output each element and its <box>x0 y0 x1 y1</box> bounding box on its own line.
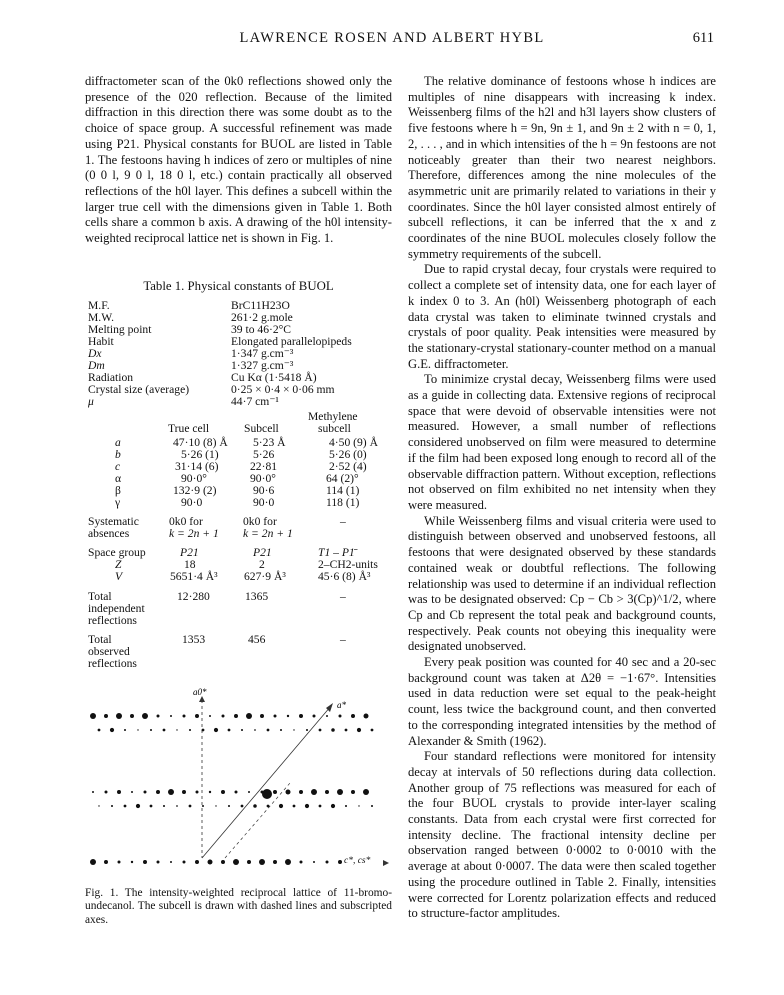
lattice-point <box>183 861 186 864</box>
lattice-point <box>195 714 199 718</box>
lattice-points <box>90 713 373 865</box>
row-label: Systematic <box>88 515 139 528</box>
lattice-point <box>319 805 322 808</box>
cell-true: 0k0 for <box>169 515 203 528</box>
cell-sub: 5·23 Å <box>253 436 286 449</box>
lattice-point <box>280 729 282 731</box>
lattice-point <box>235 791 238 794</box>
lattice-point <box>98 729 101 732</box>
lattice-point <box>90 859 96 865</box>
table-label: M.F. <box>88 299 110 312</box>
cell-sub: 627·9 Å³ <box>244 570 286 583</box>
left-column <box>85 74 392 247</box>
running-title: LAWRENCE ROSEN AND ALBERT HYBL <box>239 30 545 46</box>
lattice-point <box>273 790 277 794</box>
lattice-point <box>196 791 199 794</box>
lattice-point <box>305 804 309 808</box>
lattice-point <box>215 805 216 806</box>
paragraph: diffractometer scan of the 0k0 reflections showed only the presence of the 020 reflection. Because of the limited diffraction in this direction there was some doubt as to the choice of space group. A successful refinement was made using P21. Physical constants for BUOL are listed in Table 1. The festoons having h indices of zero or multiples of nine (0 0 l, 9 0 l, 18 0 l, etc.) contain practically all observed reflections of the h0l layer. This defines a subcell within the larger true cell with the dimensions given in Table 1. Both cells share a common b axis. A drawing of the h0l intensity-weighted reciprocal lattice net is shown in Fig. 1. <box>85 74 392 246</box>
lattice-point <box>267 729 270 732</box>
lattice-point <box>221 860 225 864</box>
lattice-point <box>325 790 329 794</box>
col-header: Methylene <box>308 410 358 423</box>
right-column <box>408 74 716 922</box>
row-label: Total <box>88 633 112 646</box>
lattice-point <box>339 715 342 718</box>
row-label: reflections <box>88 614 137 627</box>
table-label: Melting point <box>88 323 152 336</box>
table-value: 1·347 g.cm⁻³ <box>231 347 294 360</box>
lattice-point <box>110 728 114 732</box>
cell-sub: P21 <box>253 546 272 559</box>
cell-meth: 118 (1) <box>326 496 360 509</box>
lattice-point <box>371 805 373 807</box>
table-value: 39 to 46·2°C <box>231 323 292 336</box>
lattice-point <box>150 729 152 731</box>
lattice-point <box>116 713 122 719</box>
row-label: absences <box>88 527 130 540</box>
lattice-point <box>313 715 316 718</box>
lattice-point <box>137 729 138 730</box>
cell-true: 47·10 (8) Å <box>173 436 228 449</box>
lattice-point <box>285 859 291 865</box>
cell-meth: 114 (1) <box>326 484 360 497</box>
lattice-point <box>202 805 204 807</box>
lattice-point <box>351 714 355 718</box>
lattice-point <box>358 805 359 806</box>
lattice-point <box>156 790 160 794</box>
cell-meth: 45·6 (8) Å³ <box>318 570 371 583</box>
cell-sub: 0k0 for <box>243 515 277 528</box>
lattice-point <box>262 789 272 799</box>
lattice-point <box>183 715 186 718</box>
lattice-point <box>326 861 329 864</box>
page-number: 611 <box>692 30 714 46</box>
lattice-point <box>189 729 191 731</box>
paragraph: While Weissenberg films and visual criteria were used to distinguish between observed and unobserved festoons, all festoons that were designated observed by these standards contained weak or doubtful reflections. The following relationship was used to determine if an individual reflection was to be designated observed: Cp − Cb > 3(Cp)^1/2, where Cp and Cb represent the total peak and background counts, respectively. Peak counts not obeying this inequality were designated unobserved. <box>408 513 716 654</box>
lattice-point <box>241 805 244 808</box>
axis-label-cs: c*, cs* <box>344 856 371 866</box>
table-value: 1·327 g.cm⁻³ <box>231 359 294 372</box>
lattice-point <box>170 861 172 863</box>
lattice-point <box>299 790 303 794</box>
lattice-point <box>319 729 322 732</box>
table-value: Elongated parallelopipeds <box>231 335 352 348</box>
table-label: μ <box>88 395 94 408</box>
lattice-point <box>254 729 256 731</box>
cell-true: 12·280 <box>177 590 210 603</box>
col-header: True cell <box>168 422 210 435</box>
paragraph: Due to rapid crystal decay, four crystals were required to collect a complete set of intensity data, one for each layer of k index 0 to 3. An (h0l) Weissenberg photograph of each data crystal was taken to eliminate twinned crystals and crystals of poor quality. Peak intensities were measured by the stationary-crystal stationary-counter method on a manual G.E. diffractometer. <box>408 262 716 371</box>
cell-meth: 2–CH2-units <box>318 558 378 571</box>
lattice-point <box>104 860 108 864</box>
lattice-drawing <box>85 688 392 868</box>
cell-meth: 64 (2)° <box>326 472 359 485</box>
table-value: 0·25 × 0·4 × 0·06 mm <box>231 383 335 396</box>
lattice-point <box>286 790 291 795</box>
lattice-point <box>168 789 174 795</box>
lattice-point <box>260 714 264 718</box>
cell-true: 90·0° <box>181 472 207 485</box>
lattice-point <box>98 805 99 806</box>
row-label: observed <box>88 645 130 658</box>
paragraph: The relative dominance of festoons whose h indices are multiples of nine disappears with increasing k index. Weissenberg films of the h2l and h3l layers show clusters of five festoons where h = 9n, 9n ± 1, and 9n ± 2 with n = 0, 1, 2, . . . , and in which intensities of the h = 9n festoons are not noticeably greater than their two nearest neighbors. Therefore, differences among the nine molecules of the asymmetric unit are primarily related to variations in their y coordinates. Since the h0l layer consisted almost entirely of subcell reflections, it can be inferred that the x and z coordinates of the nine BUOL molecules closely follow the symmetry requirements of the subcell. <box>408 74 716 261</box>
lattice-point <box>144 791 147 794</box>
cell-sub: 90·0 <box>253 496 275 509</box>
lattice-point <box>150 805 153 808</box>
table-label: M.W. <box>88 311 114 324</box>
lattice-point <box>259 859 265 865</box>
lattice-point <box>331 728 335 732</box>
lattice-point <box>228 805 230 807</box>
lattice-point <box>273 860 277 864</box>
row-label: independent <box>88 602 145 615</box>
lattice-point <box>189 805 192 808</box>
lattice-point <box>142 713 148 719</box>
cell-param: a <box>115 436 121 449</box>
lattice-point <box>267 805 270 808</box>
paragraph: To minimize crystal decay, Weissenberg films were used as a guide in collecting data. Extensive regions of reciprocal space that were devoid of observable intensities were not measured. However, a small number of reflections considered unobserved on film were measured to determine if the film had been exposed long enough to record all of the observable diffraction pattern. Without exception, reflections not observed on film exhibited no net intensity when they were measured. <box>408 372 716 512</box>
lattice-point <box>163 729 166 732</box>
cell-meth: 4·50 (9) Å <box>329 436 378 449</box>
lattice-point <box>293 729 294 730</box>
cell-true: 31·14 (6) <box>175 460 219 473</box>
lattice-point <box>228 729 231 732</box>
lattice-point <box>209 715 211 717</box>
lattice-point <box>104 714 108 718</box>
lattice-point <box>306 729 308 731</box>
lattice-point <box>338 860 342 864</box>
col-header: Subcell <box>244 422 279 435</box>
table-label: Habit <box>88 335 114 348</box>
lattice-point <box>163 805 165 807</box>
cell-sub: 1365 <box>245 590 269 603</box>
lattice-point <box>345 729 348 732</box>
lattice-point <box>105 791 108 794</box>
lattice-point <box>208 860 213 865</box>
cell-meth: T1 – P1̄ <box>318 546 355 559</box>
cell-param: c <box>115 460 121 473</box>
lattice-point <box>90 713 96 719</box>
lattice-point <box>233 859 239 865</box>
lattice-point <box>92 791 94 793</box>
table-label: Dx <box>88 347 102 360</box>
lattice-point <box>131 861 133 863</box>
table-label: Crystal size (average) <box>88 383 190 396</box>
row-label: Z <box>115 558 122 571</box>
lattice-point <box>345 805 347 807</box>
axis-label-a0s: a0* <box>193 688 207 697</box>
lattice-point <box>182 790 186 794</box>
cell-param: γ <box>115 496 121 509</box>
lattice-point <box>124 729 126 731</box>
cell-param: b <box>115 448 121 461</box>
lattice-point <box>170 715 172 717</box>
lattice-point <box>117 790 121 794</box>
lattice-point <box>287 715 289 717</box>
lattice-point <box>157 861 160 864</box>
lattice-point <box>202 729 205 732</box>
table-caption: Table 1. Physical constants of BUOL <box>143 279 334 293</box>
cell-true: 1353 <box>182 633 206 646</box>
paragraph: Four standard reflections were monitored for intensity decay at intervals of 50 reflections during data collection. Another group of 75 reflections was measured for each of the four BUOL crystals to provide inter-layer scaling constants. Data from each crystal were first corrected for intensity decline. The fractional intensity decline per observation ranged between 0·0002 to 0·0010 with the average at about 0·0007. The data were then scaled together using the procedure outlined in Table 2. Finally, intensities were corrected for Lorentz polarization effects and reduced to structure-factor amplitudes. <box>408 749 716 921</box>
lattice-point <box>241 729 243 731</box>
cell-true: k = 2n + 1 <box>169 527 219 540</box>
cell-param: β <box>115 484 121 497</box>
lattice-point <box>234 714 238 718</box>
lattice-point <box>131 791 133 793</box>
lattice-point <box>111 805 113 807</box>
lattice-point <box>363 789 369 795</box>
cell-sub: 456 <box>248 633 266 646</box>
lattice-point <box>247 860 251 864</box>
lattice-point <box>246 713 252 719</box>
paragraph: Every peak position was counted for 40 sec and a 20-sec background count was taken at Δ2θ = −1·67°. Intensities used in data reduction were set equal to the peak-height count, less twice the background count, and then converted to the corresponding integrated intensities by the method of Alexander & Smith (1962). <box>408 655 716 748</box>
lattice-point <box>364 714 369 719</box>
cell-meth: 5·26 (0) <box>329 448 367 461</box>
cell-true: P21 <box>180 546 199 559</box>
cell-meth: – <box>340 590 346 603</box>
table-label: Radiation <box>88 371 134 384</box>
lattice-point <box>222 715 225 718</box>
cell-true: 5651·4 Å³ <box>170 570 218 583</box>
lattice-point <box>274 715 277 718</box>
cell-sub: 2 <box>259 558 265 571</box>
cell-sub: 5·26 <box>253 448 275 461</box>
row-label: V <box>115 570 123 583</box>
lattice-point <box>195 860 199 864</box>
lattice-point <box>248 791 250 793</box>
lattice-point <box>176 729 177 730</box>
lattice-point <box>326 715 328 717</box>
axis-label-as: a* <box>337 700 346 710</box>
lattice-point <box>209 791 211 793</box>
true-axis-line <box>202 706 331 858</box>
lattice-point <box>136 804 140 808</box>
cell-true: 90·0 <box>181 496 203 509</box>
lattice-point <box>143 860 147 864</box>
arrow-icon <box>383 860 389 866</box>
lattice-point <box>214 728 218 732</box>
lattice-point <box>130 714 134 718</box>
cell-sub: 22·81 <box>250 460 278 473</box>
figure-caption: Fig. 1. The intensity-weighted reciprocal lattice of 11-bromo-undecanol. The subcell is drawn with dashed lines and subscripted axes. <box>85 887 392 926</box>
col-header: subcell <box>318 422 351 435</box>
lattice-point <box>279 804 283 808</box>
table-value: BrC11H23O <box>231 299 290 312</box>
subcell-diagonal <box>225 783 290 858</box>
cell-param: α <box>115 472 122 485</box>
row-label: Total <box>88 590 112 603</box>
cell-meth: – <box>340 515 346 528</box>
lattice-point <box>300 861 303 864</box>
cell-sub: k = 2n + 1 <box>243 527 293 540</box>
cell-true: 5·26 (1) <box>181 448 219 461</box>
lattice-point <box>357 728 361 732</box>
lattice-point <box>337 789 343 795</box>
lattice-point <box>351 790 355 794</box>
row-label: Space group <box>88 546 146 559</box>
figure-reciprocal-lattice <box>85 688 392 868</box>
lattice-point <box>124 805 127 808</box>
lattice-point <box>118 861 121 864</box>
lattice-point <box>331 804 335 808</box>
lattice-point <box>313 861 315 863</box>
table-value: 44·7 cm⁻¹ <box>231 395 279 408</box>
lattice-point <box>221 790 225 794</box>
running-header <box>0 30 784 50</box>
lattice-point <box>311 789 317 795</box>
lattice-point <box>176 805 178 807</box>
lattice-point <box>299 714 303 718</box>
table-label: Dm <box>88 359 105 372</box>
table-value: 261·2 g.mole <box>231 311 293 324</box>
lattice-point <box>157 715 160 718</box>
cell-true: 132·9 (2) <box>173 484 217 497</box>
cell-meth: – <box>340 633 346 646</box>
cell-sub: 90·6 <box>253 484 275 497</box>
table-value: Cu Kα (1·5418 Å) <box>231 371 317 384</box>
cell-true: 18 <box>184 558 196 571</box>
cell-sub: 90·0° <box>250 472 276 485</box>
row-label: reflections <box>88 657 137 670</box>
lattice-point <box>371 729 374 732</box>
cell-meth: 2·52 (4) <box>329 460 367 473</box>
lattice-point <box>293 805 296 808</box>
lattice-point <box>253 804 257 808</box>
